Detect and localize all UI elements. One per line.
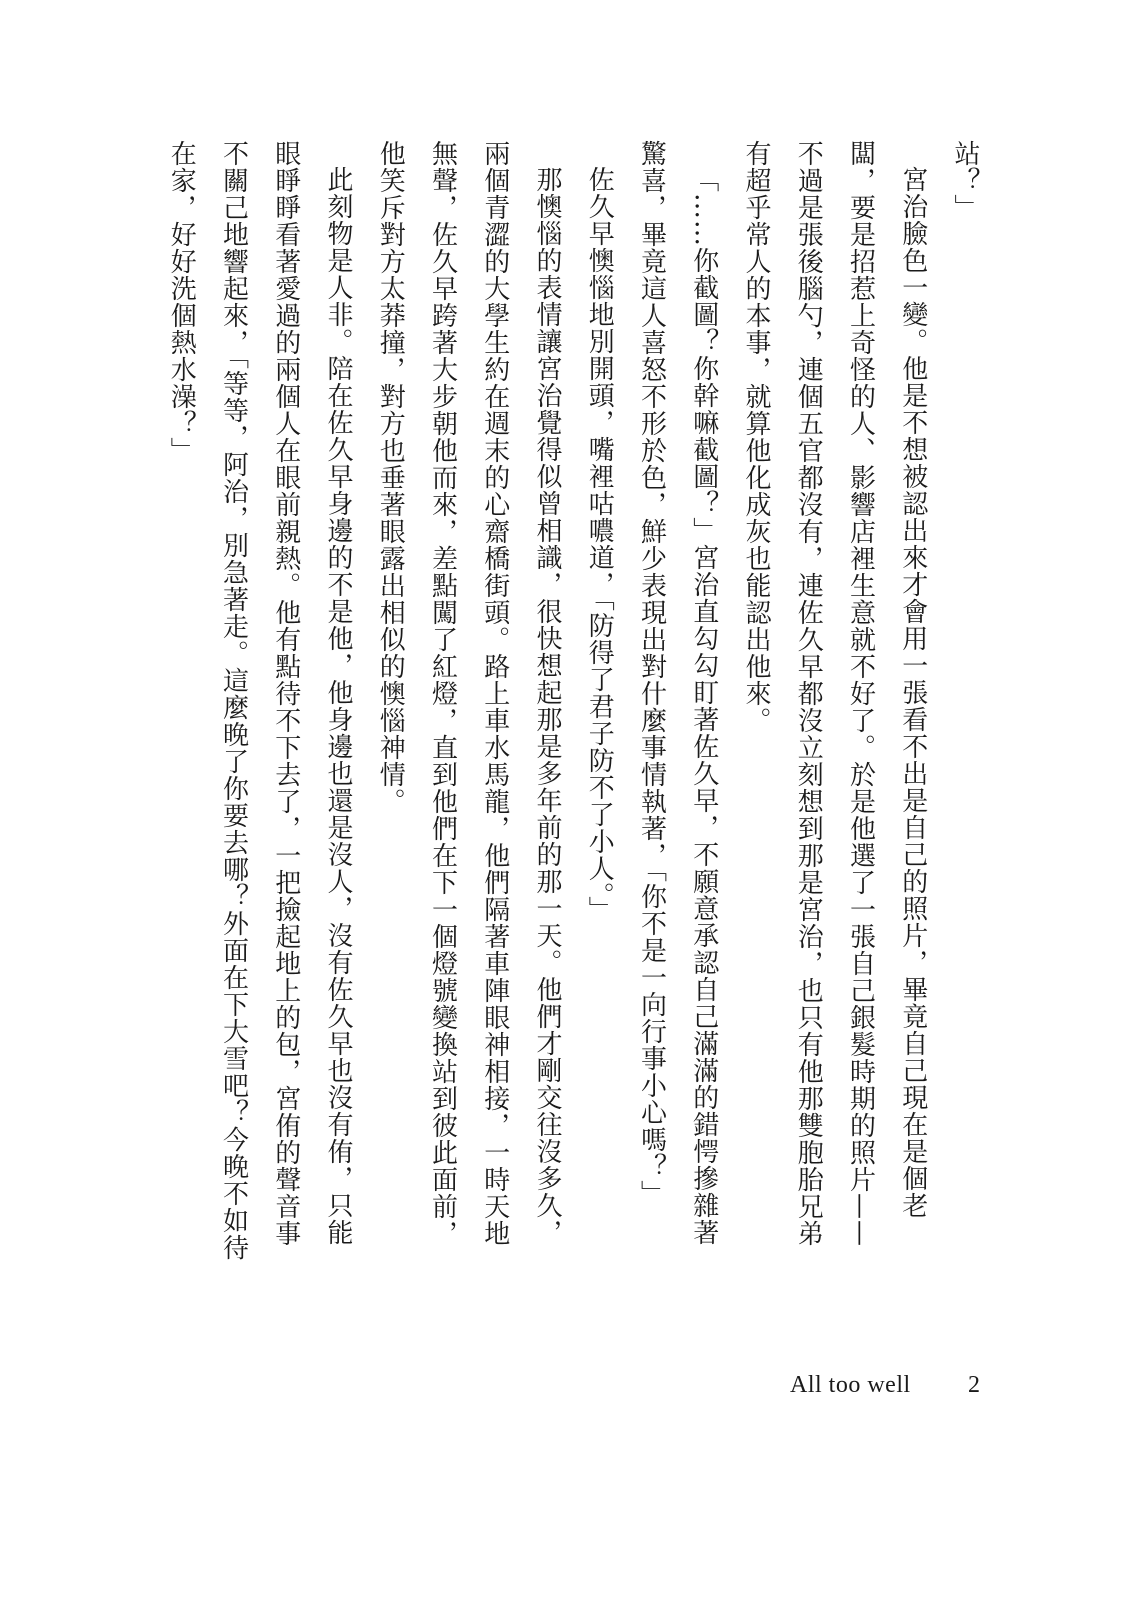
paragraph: 站？」 — [950, 140, 980, 221]
page-footer — [790, 1372, 980, 1408]
vertical-text-body — [131, 140, 991, 1270]
paragraph: 宮治臉色一變。他是不想被認出來才會用一張看不出是自己的照片，畢竟自己現在是個老闆，要是招惹上奇怪的人、影響店裡生意就不好了。於是他選了一張自己銀髮時期的照片——不過是張後腦勺，連個五官都沒有，連佐久早都沒立刻想到那是宮治，也只有他那雙胞胎兄弟有超乎常人的本事，就算他化成灰也能認出他來。 — [741, 140, 928, 1247]
paragraph: 那懊惱的表情讓宮治覺得似曾相識，很快想起那是多年前的那一天。他們才剛交往沒多久，兩個青澀的大學生約在週末的心齋橋街頭。路上車水馬龍，他們隔著車陣眼神相接，一時天地無聲，佐久早跨著大步朝他而來，差點闖了紅燈，直到他們在下一個燈號變換站到彼此面前，他笑斥對方太莽撞，對方也垂著眼露出相似的懊惱神情。 — [375, 140, 562, 1247]
paragraph: 此刻物是人非。陪在佐久早身邊的不是他，他身邊也還是沒人，沒有佐久早也沒有侑，只能眼睜睜看著愛過的兩個人在眼前親熱。他有點待不下去了，一把撿起地上的包，宮侑的聲音事不關己地響起來，「等等，阿治，別急著走。這麼晚了你要去哪？外面在下大雪吧？今晚不如待在家，好好洗個熱水澡？」 — [166, 140, 353, 1261]
page-number: 2 — [968, 1372, 980, 1398]
paragraph: 「……你截圖？你幹嘛截圖？」宮治直勾勾盯著佐久早，不願意承認自己滿滿的錯愕摻雜著驚喜，畢竟這人喜怒不形於色，鮮少表現出對什麼事情執著，「你不是一向行事小心嗎？」 — [636, 140, 719, 1246]
paragraph: 佐久早懊惱地別開頭，嘴裡咕噥道，「防得了君子防不了小人。」 — [584, 166, 615, 923]
book-title: All too well — [790, 1372, 911, 1398]
